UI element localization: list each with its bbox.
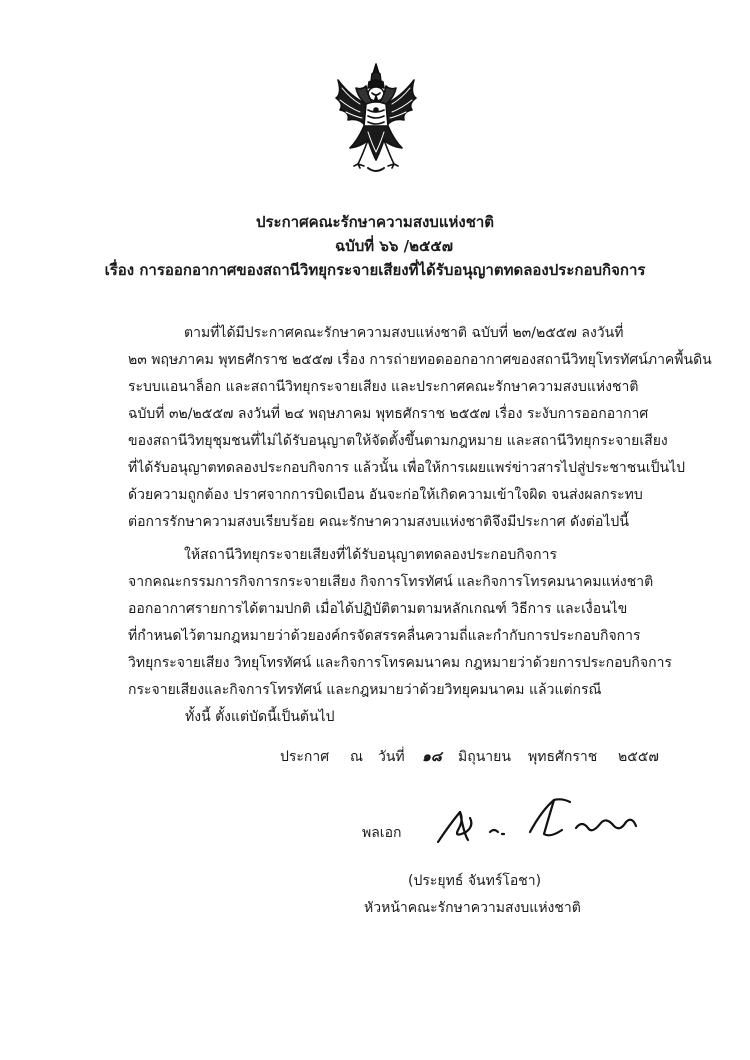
- garuda-emblem-icon: [328, 60, 424, 180]
- day-label: วันที่: [378, 749, 405, 765]
- paragraph-line: ที่ได้รับอนุญาตทดลองประกอบกิจการ แล้วนั้น เพื่อให้การเผยแพร่ข่าวสารไปสู่ประชาชนเป็นไป: [128, 460, 686, 476]
- year-value: ๒๕๕๗: [618, 749, 659, 765]
- closing-statement: ทั้งนี้ ตั้งแต่บัดนี้เป็นต้นไป: [185, 709, 335, 725]
- paragraph-line: ระบบแอนาล็อก และสถานีวิทยุกระจายเสียง และประกาศคณะรักษาความสงบแห่งชาติ: [128, 379, 639, 395]
- paragraph-1: [128, 320, 712, 536]
- paragraph-line: ฉบับที่ ๓๒/๒๕๕๗ ลงวันที่ ๒๔ พฤษภาคม พุทธศักราช ๒๕๕๗ เรื่อง ระงับการออกอากาศ: [128, 406, 649, 422]
- paragraph-line: ต่อการรักษาความสงบเรียบร้อย คณะรักษาความสงบแห่งชาติจึงมีประกาศ ดังต่อไปนี้: [128, 514, 629, 530]
- day-value: ๑๘: [422, 749, 442, 765]
- handwritten-signature-icon: [430, 790, 645, 860]
- paragraph-line: ๒๓ พฤษภาคม พุทธศักราช ๒๕๕๗ เรื่อง การถ่ายทอดออกอากาศของสถานีวิทยุโทรทัศน์ภาคพื้นดิน: [128, 352, 712, 368]
- paragraph-line: ออกอากาศรายการได้ตามปกติ เมื่อได้ปฏิบัติตามตามหลักเกณฑ์ วิธีการ และเงื่อนไข: [128, 601, 628, 617]
- paragraph-line: ที่กำหนดไว้ตามกฎหมายว่าด้วยองค์กรจัดสรรคลื่นความถี่และกำกับการประกอบกิจการ: [128, 628, 641, 644]
- at-label: ณ: [350, 749, 363, 765]
- paragraph-line: ด้วยความถูกต้อง ปราศจากการบิดเบือน อันจะก่อให้เกิดความเข้าใจผิด จนส่งผลกระทบ: [128, 487, 643, 503]
- paragraph-line: จากคณะกรรมการกิจการกระจายเสียง กิจการโทรทัศน์ และกิจการโทรคมนาคมแห่งชาติ: [128, 574, 654, 590]
- issuer-title: ประกาศคณะรักษาความสงบแห่งชาติ: [255, 213, 495, 231]
- paragraph-line: ให้สถานีวิทยุกระจายเสียงที่ได้รับอนุญาตทดลองประกอบกิจการ: [184, 547, 557, 563]
- rank-label: พลเอก: [362, 825, 402, 841]
- body-text: [128, 320, 712, 731]
- signatory-position: หัวหน้าคณะรักษาความสงบแห่งชาติ: [364, 900, 581, 916]
- paragraph-line: วิทยุกระจายเสียง วิทยุโทรทัศน์ และกิจการโทรคมนาคม กฎหมายว่าด้วยการประกอบกิจการ: [128, 655, 672, 671]
- era-label: พุทธศักราช: [528, 749, 598, 765]
- issue-number: ฉบับที่ ๖๖ /๒๕๕๗: [335, 237, 453, 255]
- subject-line: เรื่อง การออกอากาศของสถานีวิทยุกระจายเสียงที่ได้รับอนุญาตทดลองประกอบกิจการ: [104, 261, 646, 279]
- paragraph-line: กระจายเสียงและกิจการโทรทัศน์ และกฎหมายว่าด้วยวิทยุคมนาคม แล้วแต่กรณี: [128, 682, 602, 698]
- announced-label: ประกาศ: [280, 749, 330, 765]
- month-value: มิถุนายน: [458, 749, 511, 765]
- paragraph-line: ตามที่ได้มีประกาศคณะรักษาความสงบแห่งชาติ ฉบับที่ ๒๓/๒๕๕๗ ลงวันที่: [184, 325, 624, 341]
- paragraph-line: ของสถานีวิทยุชุมชนที่ไม่ได้รับอนุญาตให้จัดตั้งขึ้นตามกฎหมาย และสถานีวิทยุกระจายเสียง: [128, 433, 668, 449]
- signatory-name: (ประยุทธ์ จันทร์โอชา): [408, 873, 542, 889]
- paragraph-2: [128, 542, 672, 704]
- title-block: [0, 210, 750, 282]
